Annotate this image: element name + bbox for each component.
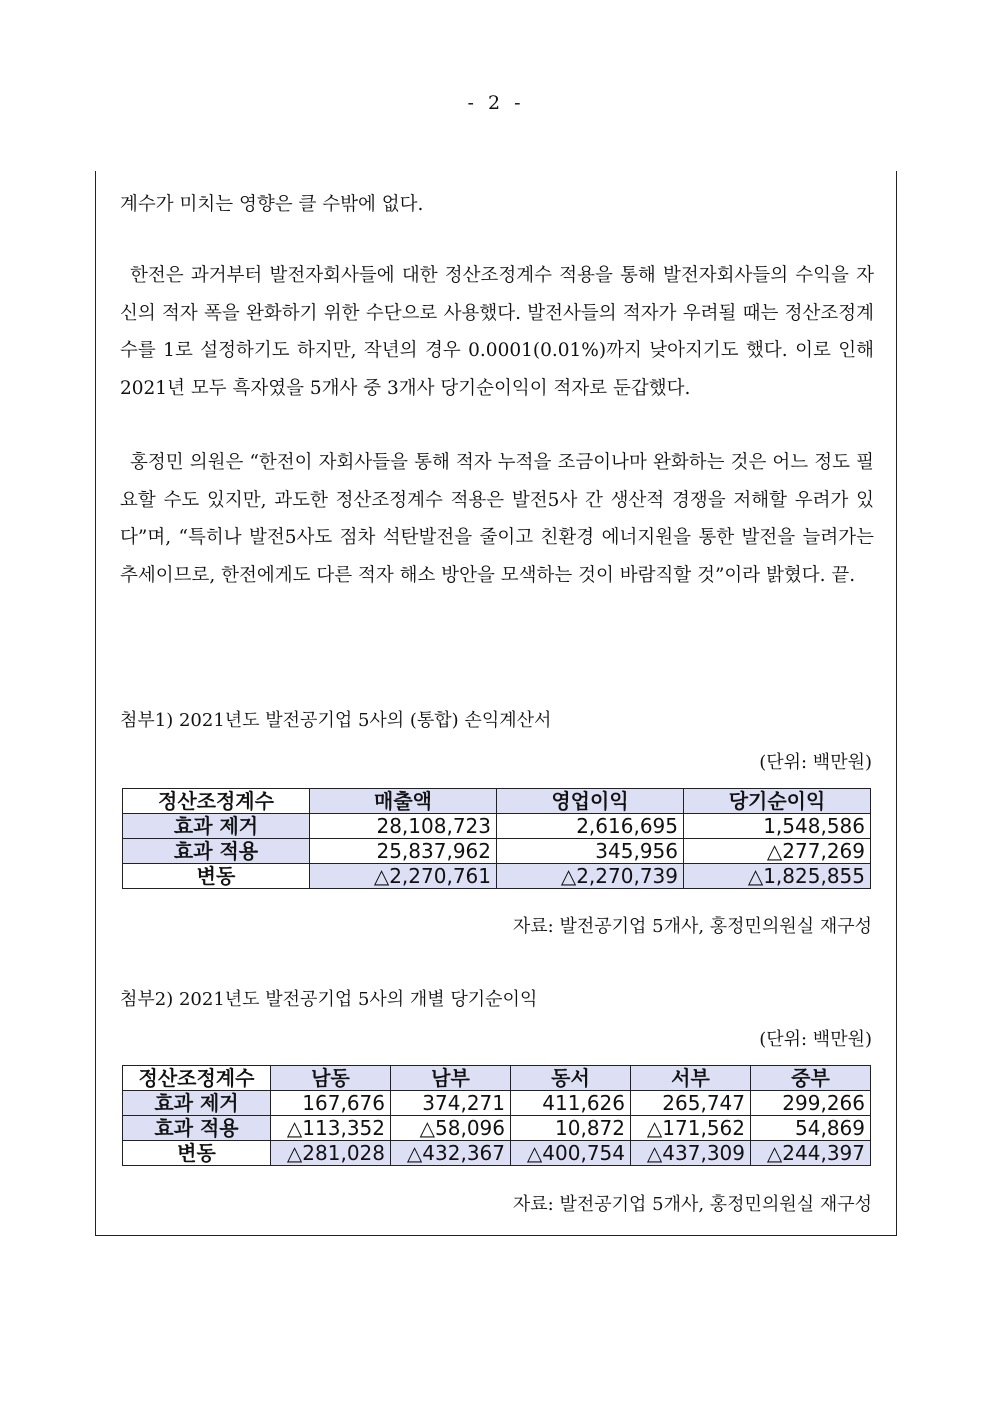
- attachment1-unit: (단위: 백만원): [759, 752, 872, 773]
- table-cell: △171,562: [631, 1116, 751, 1141]
- table-cell: △58,096: [391, 1116, 511, 1141]
- header-cell: 정산조정계수: [123, 1066, 271, 1091]
- table-cell: △437,309: [631, 1141, 751, 1166]
- row-label: 효과 제거: [123, 1091, 271, 1116]
- table-cell: 1,548,586: [684, 814, 871, 839]
- row-label: 효과 제거: [123, 814, 310, 839]
- table-header-row: [123, 1066, 871, 1091]
- header-cell: 당기순이익: [684, 789, 871, 814]
- row-label: 변동: [123, 1141, 271, 1166]
- header-cell: 서부: [631, 1066, 751, 1091]
- table-cell: 54,869: [751, 1116, 871, 1141]
- paragraph-1: 계수가 미치는 영향은 클 수밖에 없다.: [120, 194, 424, 215]
- table-cell: 2,616,695: [497, 814, 684, 839]
- table-cell: △244,397: [751, 1141, 871, 1166]
- table-header-row: [123, 789, 871, 814]
- table-row: [123, 864, 871, 889]
- attachment2-table: [122, 1065, 871, 1166]
- table-row: [123, 814, 871, 839]
- header-cell: 정산조정계수: [123, 789, 310, 814]
- table-row: [123, 1091, 871, 1116]
- table-cell: △1,825,855: [684, 864, 871, 889]
- table-cell: 28,108,723: [310, 814, 497, 839]
- header-cell: 중부: [751, 1066, 871, 1091]
- header-cell: 영업이익: [497, 789, 684, 814]
- table-cell: △281,028: [271, 1141, 391, 1166]
- header-cell: 동서: [511, 1066, 631, 1091]
- attachment2-source: 자료: 발전공기업 5개사, 홍정민의원실 재구성: [512, 1194, 872, 1215]
- table-cell: △2,270,739: [497, 864, 684, 889]
- table-row: [123, 1116, 871, 1141]
- attachment1-table: [122, 788, 871, 889]
- attachment2-unit: (단위: 백만원): [759, 1029, 872, 1050]
- attachment1-source: 자료: 발전공기업 5개사, 홍정민의원실 재구성: [512, 916, 872, 937]
- header-cell: 남부: [391, 1066, 511, 1091]
- paragraph-2: 한전은 과거부터 발전자회사들에 대한 정산조정계수 적용을 통해 발전자회사들의 수익을 자신의 적자 폭을 완화하기 위한 수단으로 사용했다. 발전사들의 적자가 우려될 때는 정산조정계수를 1로 설정하기도 하지만, 작년의 경우 0.0001(0.01%)까지 낮아지기도 했다. 이로 인해 2021년 모두 흑자였을 5개사 중 3개사 당기순이익이 적자로 둔갑했다.: [120, 265, 874, 399]
- row-label: 효과 적용: [123, 839, 310, 864]
- table-cell: 374,271: [391, 1091, 511, 1116]
- table-cell: 345,956: [497, 839, 684, 864]
- table-cell: △2,270,761: [310, 864, 497, 889]
- page-number: - 2 -: [467, 92, 525, 114]
- paragraph-3: 홍정민 의원은 “한전이 자회사들을 통해 적자 누적을 조금이나마 완화하는 것은 어느 정도 필요할 수도 있지만, 과도한 정산조정계수 적용은 발전5사 간 생산적 경쟁을 저해할 우려가 있다”며, “특히나 발전5사도 점차 석탄발전을 줄이고 친환경 에너지원을 통한 발전을 늘려가는 추세이므로, 한전에게도 다른 적자 해소 방안을 모색하는 것이 바람직할 것”이라 밝혔다. 끝.: [120, 452, 874, 586]
- attachment1-caption: 첨부1) 2021년도 발전공기업 5사의 (통합) 손익계산서: [120, 710, 552, 731]
- table-cell: △432,367: [391, 1141, 511, 1166]
- table-cell: 167,676: [271, 1091, 391, 1116]
- table-cell: 299,266: [751, 1091, 871, 1116]
- table-cell: 411,626: [511, 1091, 631, 1116]
- table-cell: 265,747: [631, 1091, 751, 1116]
- row-label: 변동: [123, 864, 310, 889]
- table-cell: 10,872: [511, 1116, 631, 1141]
- table-row: [123, 1141, 871, 1166]
- attachment2-caption: 첨부2) 2021년도 발전공기업 5사의 개별 당기순이익: [120, 989, 538, 1010]
- table-row: [123, 839, 871, 864]
- table-cell: 25,837,962: [310, 839, 497, 864]
- table-cell: △113,352: [271, 1116, 391, 1141]
- header-cell: 남동: [271, 1066, 391, 1091]
- row-label: 효과 적용: [123, 1116, 271, 1141]
- table-cell: △277,269: [684, 839, 871, 864]
- header-cell: 매출액: [310, 789, 497, 814]
- table-cell: △400,754: [511, 1141, 631, 1166]
